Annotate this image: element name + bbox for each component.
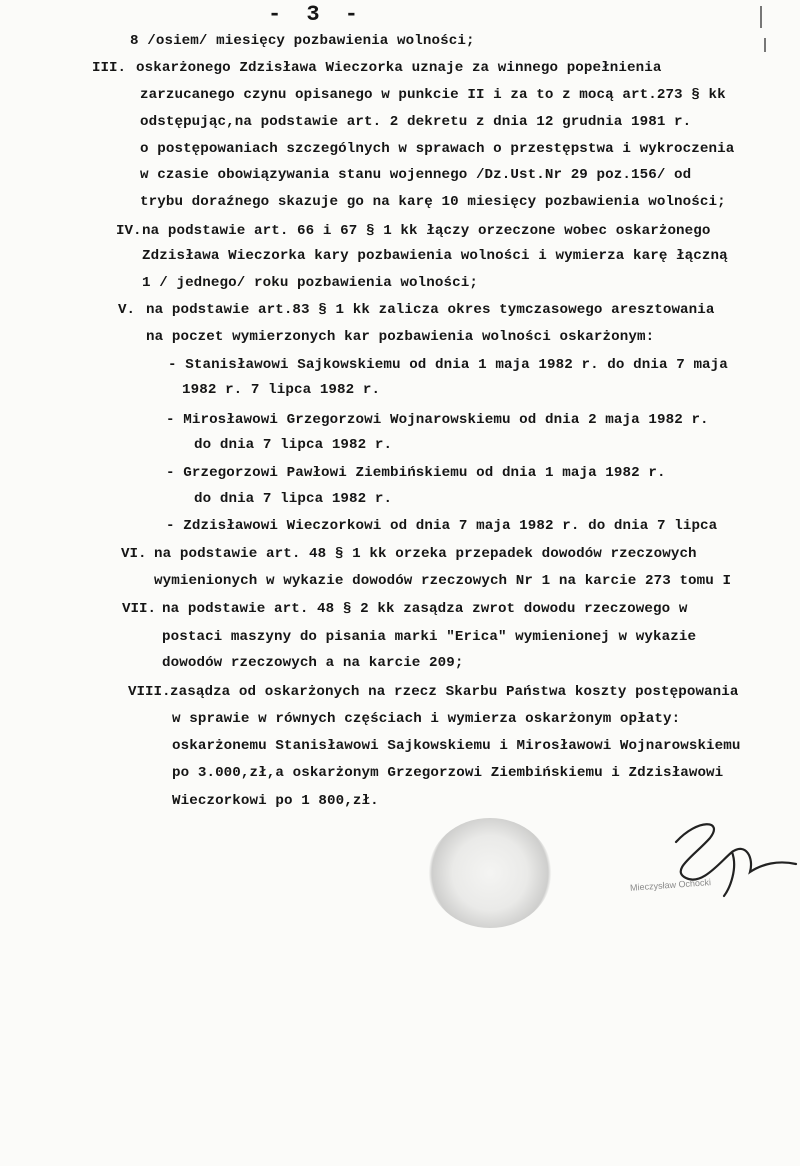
text-line: - Stanisławowi Sajkowskiemu od dnia 1 maja 1982 r. do dnia 7 maja [168, 357, 728, 373]
text-line: na podstawie art. 48 § 1 kk orzeka przepadek dowodów rzeczowych [154, 546, 697, 562]
signature-caption: Mieczysław Ochocki [629, 877, 712, 893]
margin-mark [764, 38, 766, 52]
text-line: o postępowaniach szczególnych w sprawach o przestępstwa i wykroczenia [140, 141, 735, 157]
text-line: oskarżonemu Stanisławowi Sajkowskiemu i Mirosławowi Wojnarowskiemu [172, 738, 741, 754]
section-numeral: IV. [116, 223, 142, 239]
text-line: postaci maszyny do pisania marki "Erica" wymienionej w wykazie [162, 629, 697, 645]
text-line: wymienionych w wykazie dowodów rzeczowych Nr 1 na karcie 273 tomu I [154, 573, 732, 589]
text-line: 1982 r. 7 lipca 1982 r. [182, 382, 381, 398]
text-line: zasądza od oskarżonych na rzecz Skarbu Państwa koszty postępowania [170, 684, 739, 700]
text-line: dowodów rzeczowych a na karcie 209; [162, 655, 464, 671]
text-line: - Mirosławowi Grzegorzowi Wojnarowskiemu od dnia 2 maja 1982 r. [166, 412, 709, 428]
page-number: - 3 - [268, 2, 365, 27]
text-line: w sprawie w równych częściach i wymierza oskarżonym opłaty: [172, 711, 681, 727]
text-line: 8 /osiem/ miesięcy pozbawienia wolności; [130, 33, 475, 49]
section-numeral: VII. [122, 601, 157, 617]
section-numeral: III. [92, 60, 127, 76]
text-line: oskarżonego Zdzisława Wieczorka uznaje za winnego popełnienia [136, 60, 662, 76]
text-line: Wieczorkowi po 1 800,zł. [172, 793, 379, 809]
section-numeral: VIII. [128, 684, 171, 700]
text-line: 1 / jednego/ roku pozbawienia wolności; [142, 275, 478, 291]
text-line: na podstawie art. 48 § 2 kk zasądza zwrot dowodu rzeczowego w [162, 601, 688, 617]
text-line: na poczet wymierzonych kar pozbawienia wolności oskarżonym: [146, 329, 655, 345]
text-line: do dnia 7 lipca 1982 r. [194, 437, 393, 453]
text-line: na podstawie art. 66 i 67 § 1 kk łączy orzeczone wobec oskarżonego [142, 223, 711, 239]
official-stamp [428, 818, 552, 928]
margin-mark [760, 6, 762, 28]
section-numeral: V. [118, 302, 136, 318]
text-line: Zdzisława Wieczorka kary pozbawienia wolności i wymierza karę łączną [142, 248, 728, 264]
text-line: w czasie obowiązywania stanu wojennego /Dz.Ust.Nr 29 poz.156/ od [140, 167, 692, 183]
section-numeral: VI. [121, 546, 147, 562]
text-line: odstępując,na podstawie art. 2 dekretu z dnia 12 grudnia 1981 r. [140, 114, 692, 130]
text-line: zarzucanego czynu opisanego w punkcie II i za to z mocą art.273 § kk [140, 87, 726, 103]
text-line: po 3.000,zł,a oskarżonym Grzegorzowi Ziembińskiemu i Zdzisławowi [172, 765, 724, 781]
text-line: na podstawie art.83 § 1 kk zalicza okres tymczasowego aresztowania [146, 302, 715, 318]
text-line: - Zdzisławowi Wieczorkowi od dnia 7 maja 1982 r. do dnia 7 lipca [166, 518, 718, 534]
text-line: do dnia 7 lipca 1982 r. [194, 491, 393, 507]
text-line: - Grzegorzowi Pawłowi Ziembińskiemu od dnia 1 maja 1982 r. [166, 465, 666, 481]
text-line: trybu doraźnego skazuje go na karę 10 miesięcy pozbawienia wolności; [140, 194, 726, 210]
